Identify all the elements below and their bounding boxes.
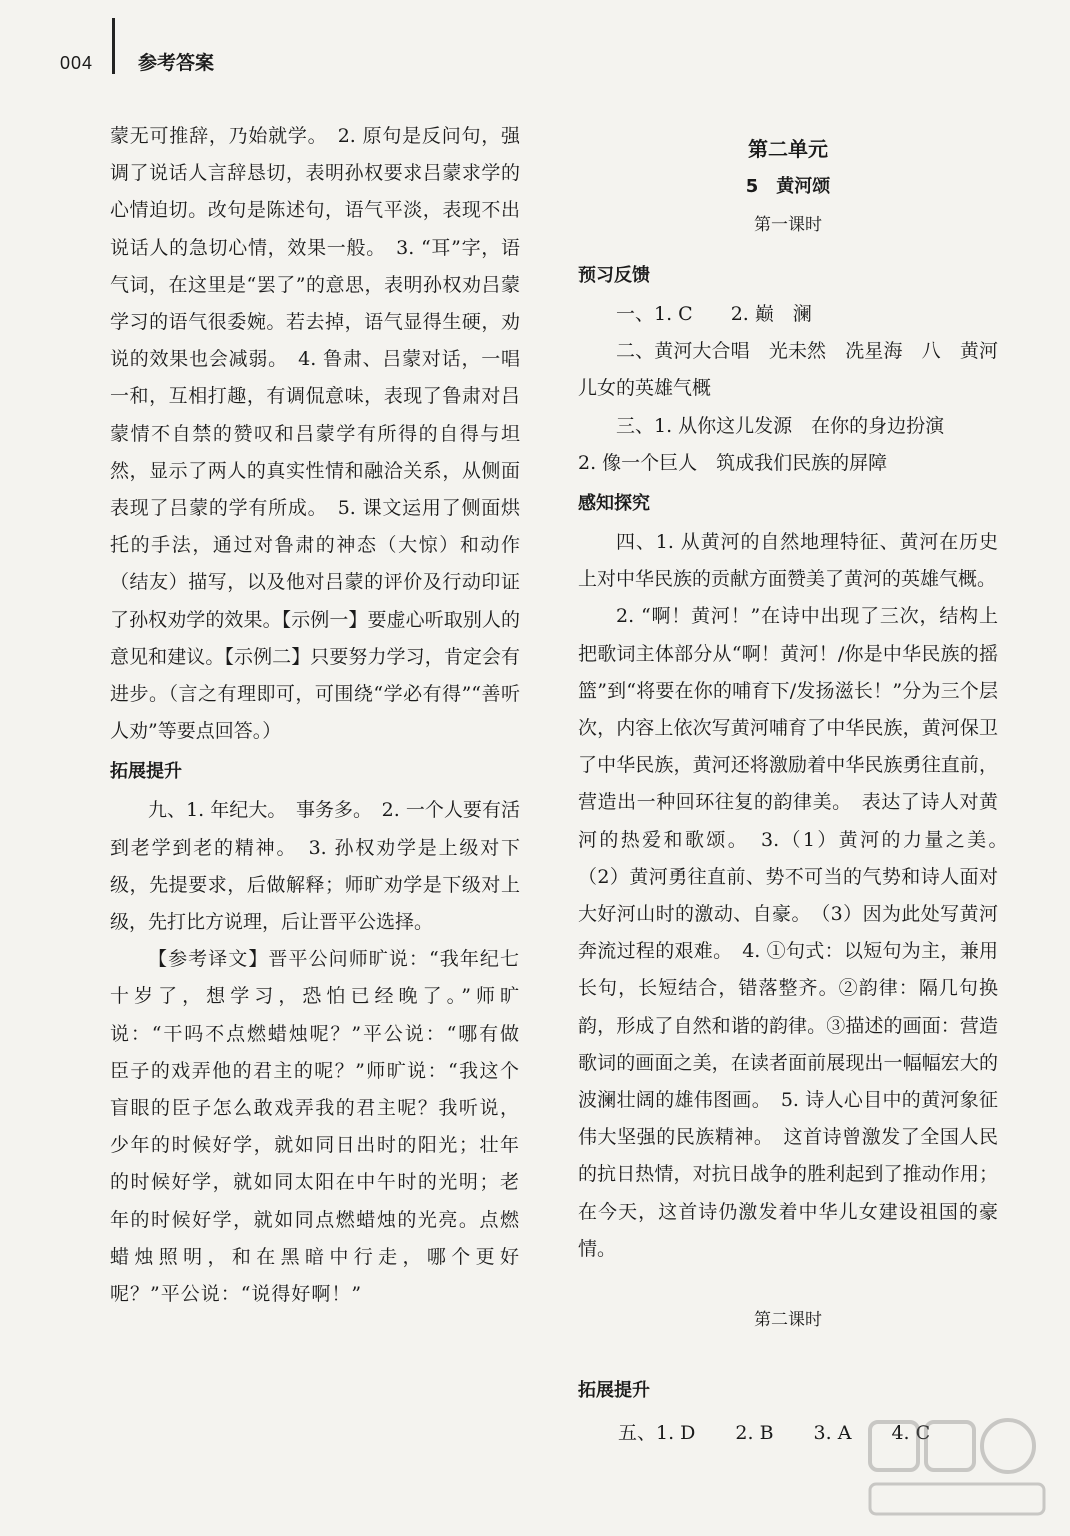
preview-line: 三、1. 从你这儿发源 在你的身边扮演 [616,414,945,437]
explore-paragraph: 2. “啊！黄河！”在诗中出现了三次，结构上把歌词主体部分从“啊！黄河！/你是中华民族的摇篮”到“将要在你的哺育下/发扬滋长！”分为三个层次，内容上依次写黄河哺育了中华民族，黄河保卫了中华民族，黄河还将激励着中华民族勇往直前，营造出一种回环往复的韵律美。 表达了诗人对黄河的热爱和歌颂。 3.（1）黄河的力量之美。 （2）黄河勇往直前、势不可当的气势和诗人面对大好河山时的激动、自豪。 （3）因为此处写黄河奔流过程的艰难。 4. ①句式：以短句为主，兼用长句，长短结合，错落整齐。②韵律：隔几句换韵，形成了自然和谐的韵律。③描述的画面：营造歌词的画面之美，在读者面前展现出一幅幅宏大的波澜壮阔的雄伟图画。 5. 诗人心目中的黄河象征伟大坚强的民族精神。 这首诗曾激发了全国人民的抗日热情，对抗日战争的胜利起到了推动作用；在今天，这首诗仍激发着中华儿女建设祖国的豪情。 [578,605,1018,1260]
header-title: 参考答案 [138,52,215,74]
watermark-logo-icon [862,1414,1052,1524]
unit-title: 第二单元 [748,137,828,161]
answer-paragraph: 蒙无可推辞，乃始就学。 2. 原句是反问句，强调了说话人言辞恳切，表明孙权要求吕蒙求学的心情迫切。改句是陈述句，语气平淡，表现不出说话人的急切心情，效果一般。 3. “耳”字，语气词，在这里是“罢了”的意思，表明孙权劝吕蒙学习的语气很委婉。若去掉，语气显得生硬，劝说的效果也会减弱。 4. 鲁肃、吕蒙对话，一唱一和，互相打趣，有调侃意味，表现了鲁肃对吕蒙情不自禁的赞叹和吕蒙学有所得的自得与坦然，显示了两人的真实性情和融洽关系，从侧面表现了吕蒙的学有所成。 5. 课文运用了侧面烘托的手法，通过对鲁肃的神态（大惊）和动作（结友）描写，以及他对吕蒙的评价及行动印证了孙权劝学的效果。【示例一】要虚心听取别人的意见和建议。【示例二】只要努力学习，肯定会有进步。（言之有理即可，可围绕“学必有得”“善听人劝”等要点回答。） [110,125,520,743]
lesson-title: 5 黄河颂 [745,176,831,197]
explore-paragraph: 四、1. 从黄河的自然地理特征、黄河在历史上对中华民族的贡献方面赞美了黄河的英雄气概。 [578,531,998,591]
page-number: 004 [60,52,94,73]
preview-line: 2. 像一个巨人 筑成我们民族的屏障 [578,451,888,474]
page-header [60,40,215,80]
answer-item: 3. A [813,1422,852,1445]
period-title: 第一课时 [754,215,822,235]
answer-item: 4. C [891,1422,931,1445]
reference-translation: 【参考译文】晋平公问师旷说：“我年纪七十岁了，想学习，恐怕已经晚了。”师旷说：“干吗不点燃蜡烛呢？”平公说：“哪有做臣子的戏弄他的君主的呢？”师旷说：“我这个盲眼的臣子怎么敢戏弄我的君主呢？我听说，少年的时候好学，就如同日出时的阳光；壮年的时候好学，就如同太阳在中午时的光明；老年的时候好学，就如同点燃蜡烛的光亮。点燃蜡烛照明，和在黑暗中行走，哪个更好呢？”平公说：“说得好啊！” [110,948,520,1306]
answer-item: 五、1. D [618,1422,696,1445]
section-heading-preview: 预习反馈 [578,265,650,286]
period-title-2: 第二课时 [754,1310,822,1331]
section-heading-extension-2: 拓展提升 [578,1380,650,1402]
left-column [110,118,520,1313]
section-heading-extension: 拓展提升 [110,761,182,783]
answer-item: 2. B [735,1422,774,1445]
section-heading-explore: 感知探究 [578,493,650,515]
right-column [578,130,1018,1452]
header-divider [112,18,115,74]
preview-line: 一、1. C 2. 巅 澜 [616,303,812,325]
preview-line: 二、黄河大合唱 光未然 冼星海 八 黄河儿女的英雄气概 [578,340,998,400]
extension-answers: 九、1. 年纪大。 事务多。 2. 一个人要有活到老学到老的精神。 3. 孙权劝学是上级对下级，先提要求，后做解释；师旷劝学是下级对上级，先打比方说理，后让晋平公选择。 [110,799,520,934]
